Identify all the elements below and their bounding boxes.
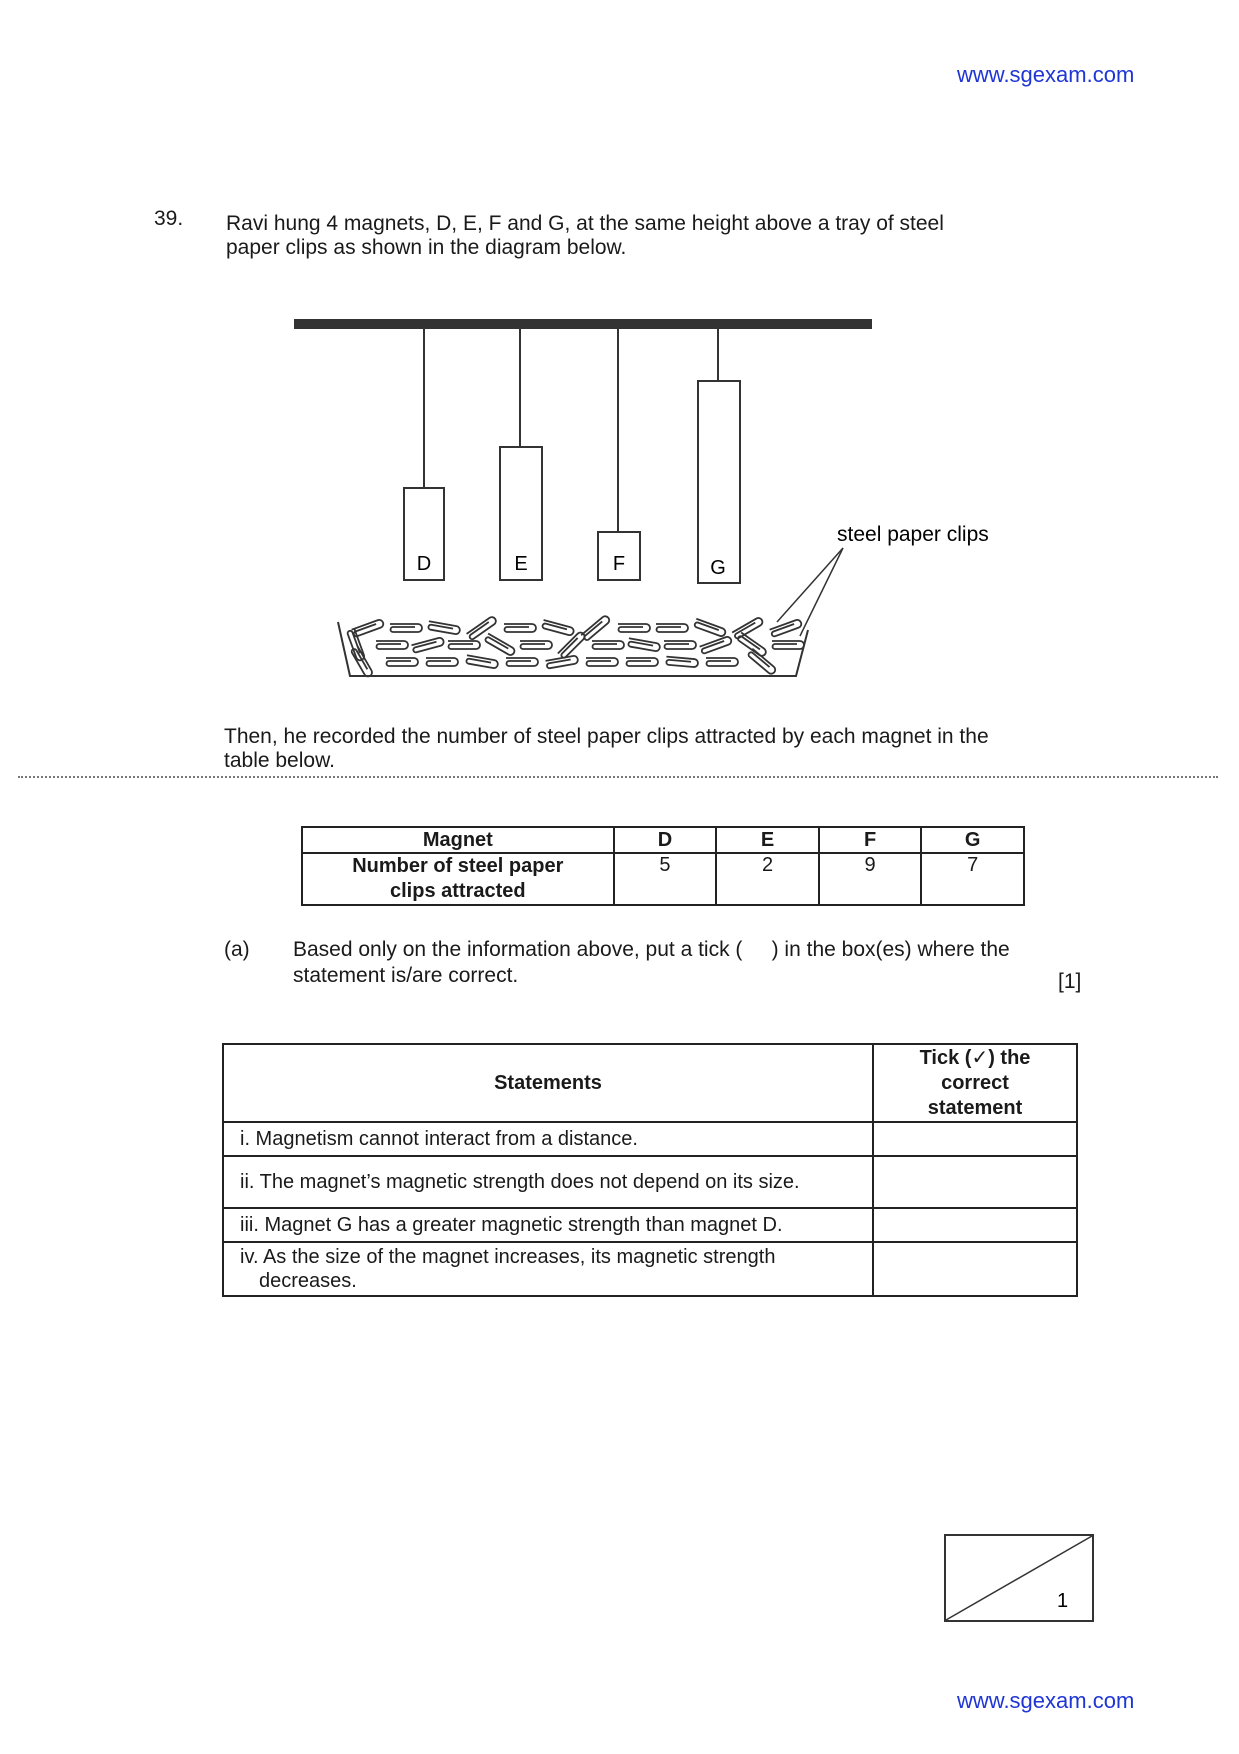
paper-clip [484,634,516,657]
magnet-label-e: E [514,553,528,575]
results-count-f: 9 [819,853,922,905]
paper-clip [466,655,499,668]
tick-box-2[interactable] [873,1156,1077,1208]
statements-table [222,1043,1078,1297]
paper-clip [732,617,764,640]
paper-clip [700,636,733,654]
paper-clip [666,657,699,668]
paper-clip [592,641,624,649]
results-header-magnet: Magnet [302,827,614,853]
paper-clip [546,655,579,668]
paper-clip [506,658,538,666]
part-a-line2: statement is/are correct. [293,964,519,987]
then-line1: Then, he recorded the number of steel paper clips attracted by each magnet in the [224,725,989,748]
statement-text-3: iii. Magnet G has a greater magnetic strength than magnet D. [240,1214,783,1236]
clips-pointer-2 [800,548,843,636]
statement-text-1: i. Magnetism cannot interact from a distance. [240,1128,638,1150]
tick-box-4[interactable] [873,1242,1077,1296]
paper-clips [347,615,804,678]
question-intro-line2: paper clips as shown in the diagram below. [226,236,627,259]
tick-box-1[interactable] [873,1122,1077,1156]
then-text [224,725,1094,773]
magnet-g [698,381,740,583]
results-header-d: D [614,827,717,853]
paper-clip [504,624,536,632]
results-count-d: 5 [614,853,717,905]
tick-header: Tick (✓) the correct statement [873,1044,1077,1122]
question-number: 39. [154,207,184,230]
dotted-divider [18,776,1218,778]
magnet-label-d: D [416,553,432,575]
paper-clip [426,658,458,666]
statement-row-2 [223,1156,873,1208]
paper-clip [772,641,804,649]
results-count-g: 7 [921,853,1024,905]
paper-clip [618,624,650,632]
results-header-g: G [921,827,1024,853]
statement-row-1 [223,1122,873,1156]
score-box [944,1534,1096,1624]
paper-clip [386,658,418,666]
part-a-marks: [1] [1058,970,1082,993]
paper-clip [586,658,618,666]
results-header-f: F [819,827,922,853]
part-a-line1: Based only on the information above, put a tick ( ) in the box(es) where the [293,938,1010,961]
results-header-count: Number of steel paper clips attracted [302,853,614,905]
part-a-label: (a) [224,938,250,961]
paper-clip [656,624,688,632]
results-table [301,826,1025,906]
results-header-e: E [716,827,819,853]
statements-header: Statements [223,1044,873,1122]
support-rod [294,319,872,329]
paper-clip [664,641,696,649]
header-website: www.sgexam.com [957,62,1135,87]
tick-box-3[interactable] [873,1208,1077,1242]
paper-clip [706,658,738,666]
paper-clip [428,621,461,634]
statement-text-2: ii. The magnet’s magnetic strength does not depend on its size. [240,1171,800,1193]
footer-website: www.sgexam.com [957,1688,1135,1713]
paper-clip [626,658,658,666]
paper-clip [628,638,661,651]
paper-clip [694,619,727,637]
clips-label: steel paper clips [837,523,989,546]
question-intro-line1: Ravi hung 4 magnets, D, E, F and G, at the same height above a tray of steel [226,212,944,235]
magnet-label-g: G [710,557,726,579]
clips-pointer-1 [777,548,843,622]
paper-clip [390,624,422,632]
statement-row-4 [223,1242,873,1296]
statement-text-4: iv. As the size of the magnet increases, its magnetic strength decreases. [240,1246,776,1292]
magnets-diagram [0,0,1239,720]
paper-clip [737,633,768,658]
then-line2: table below. [224,749,335,772]
paper-clip [412,637,445,653]
paper-clip [770,619,803,637]
paper-clip [542,620,575,636]
magnet-label-f: F [612,553,626,575]
statement-row-3 [223,1208,873,1242]
paper-clip [448,641,480,649]
paper-clip [520,641,552,649]
results-count-e: 2 [716,853,819,905]
paper-clip [747,649,777,676]
paper-clip [581,615,611,642]
score-box-max: 1 [1057,1590,1069,1612]
paper-clip [376,641,408,649]
